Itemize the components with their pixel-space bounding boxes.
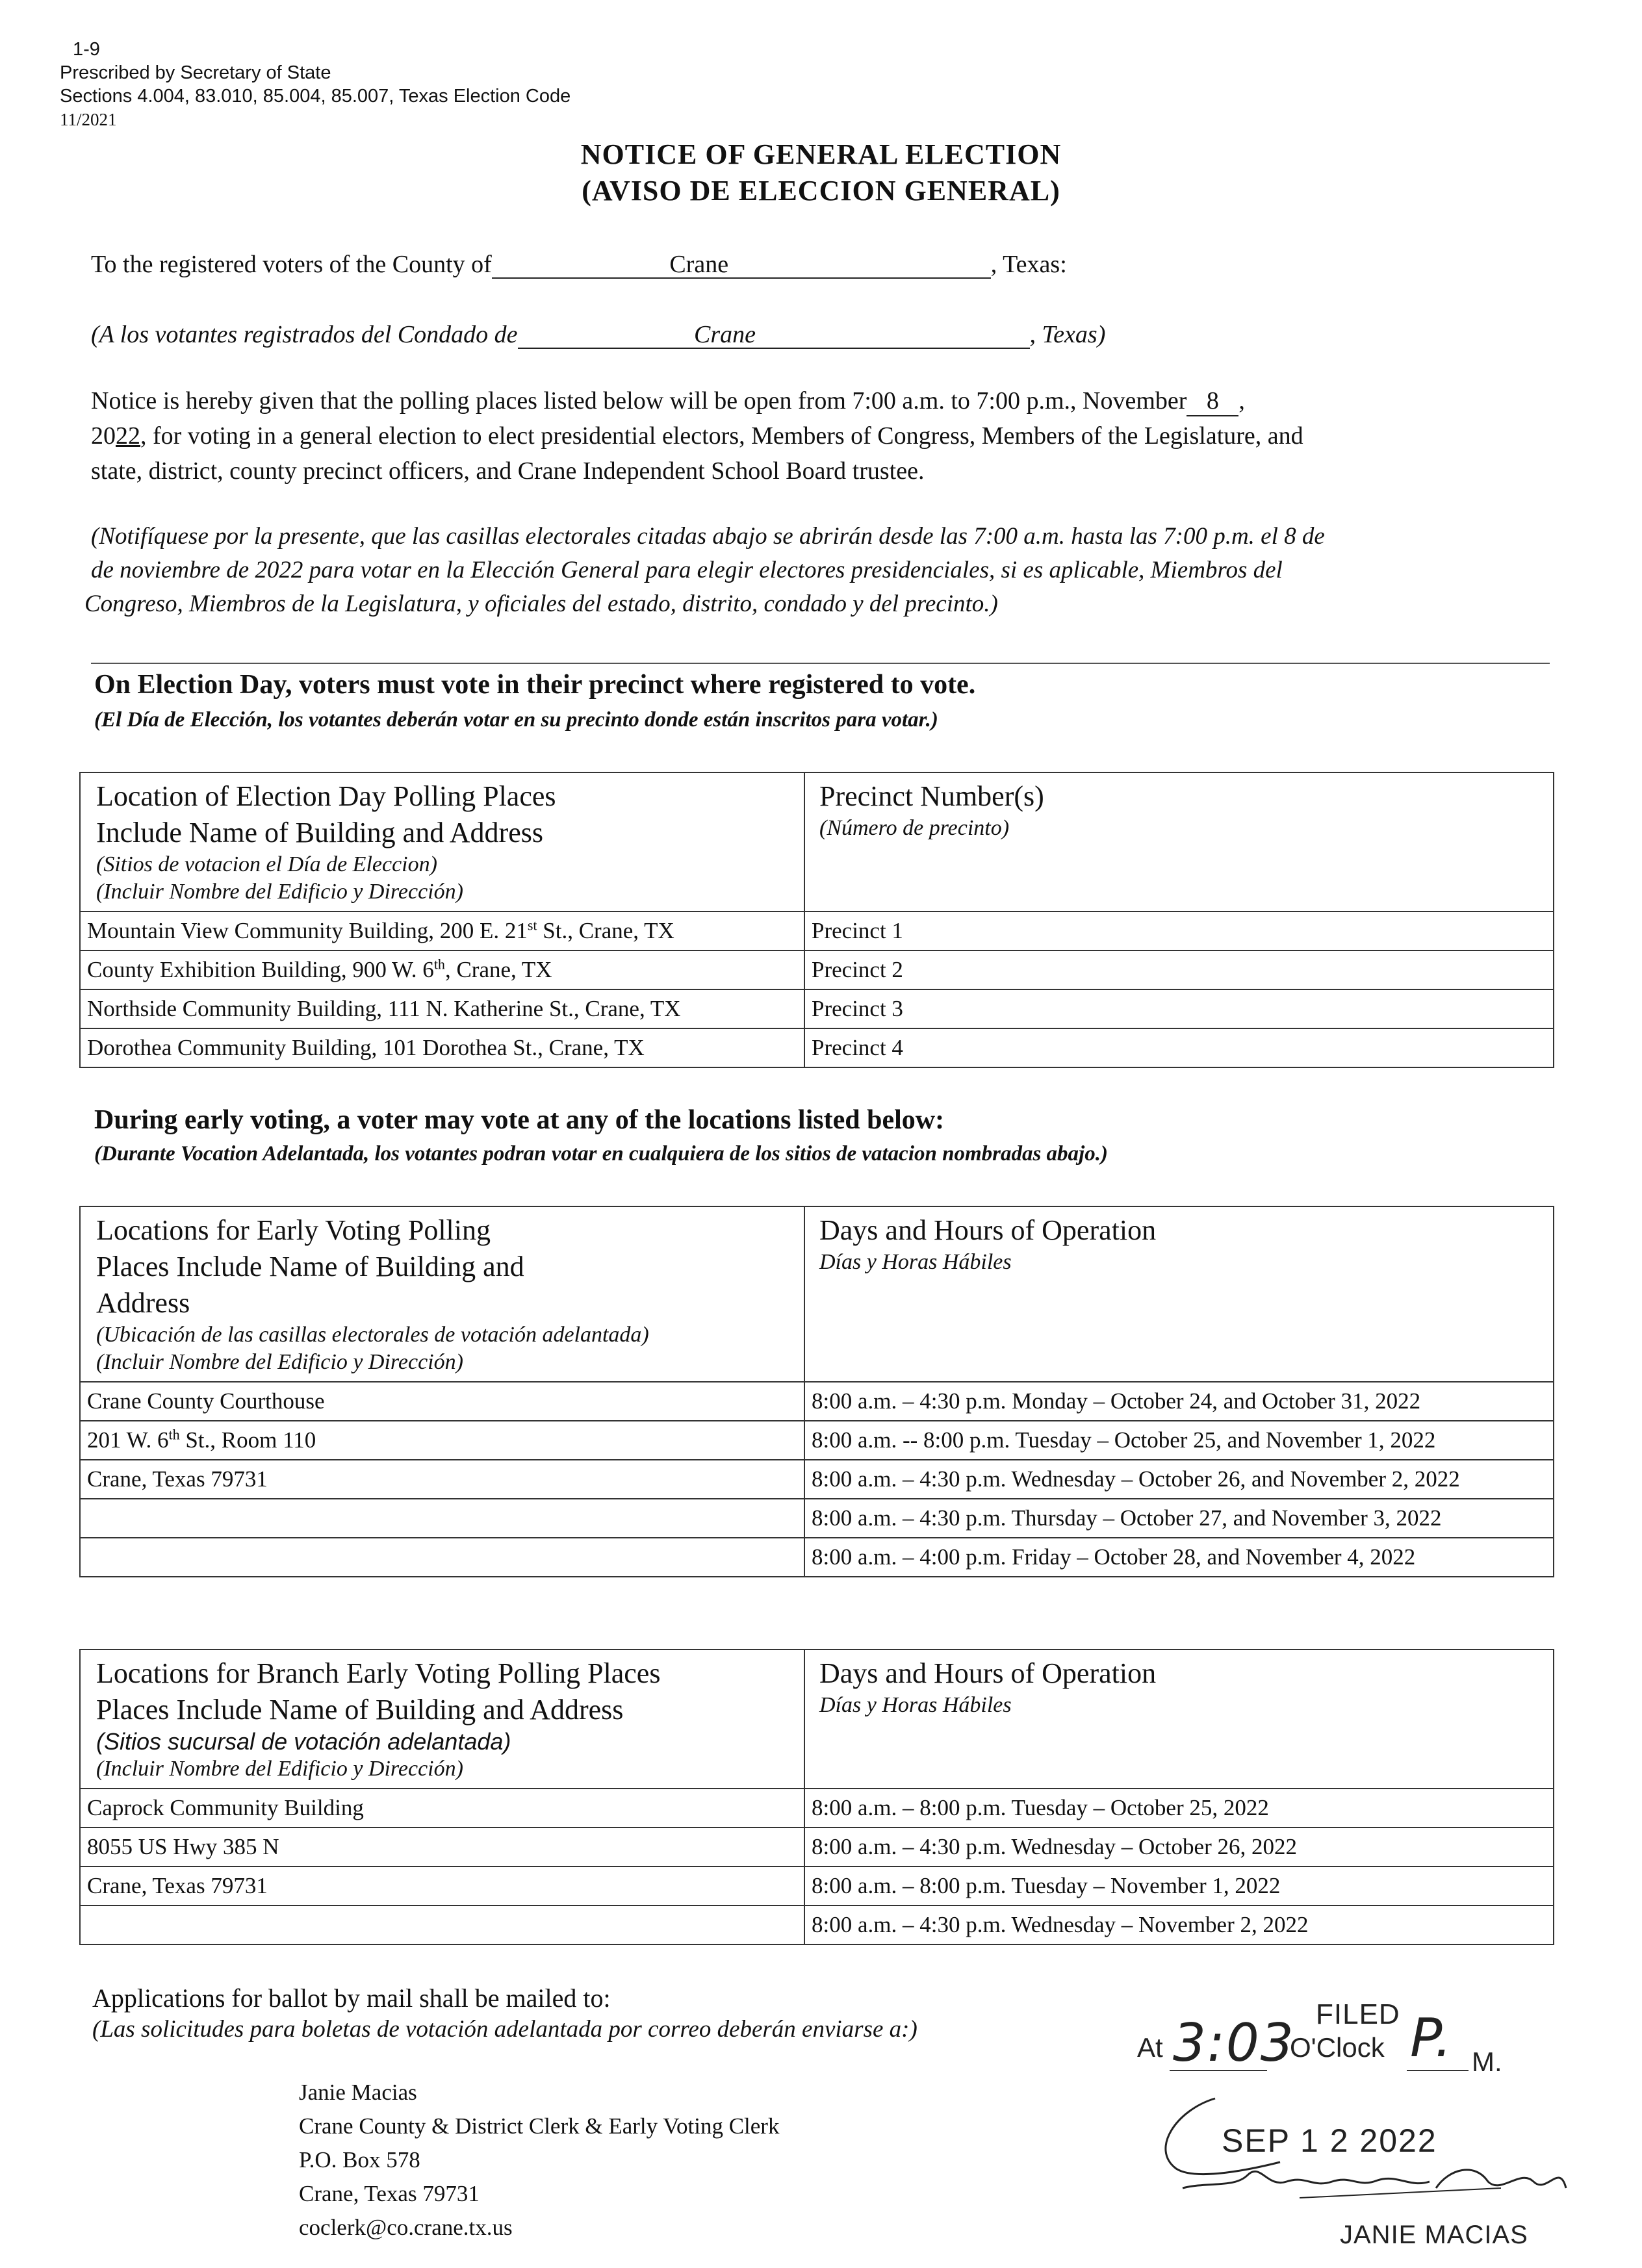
notice-line2: , for voting in a general election to elect presidential electors, Members of Congress, Members of the Legislature, and	[140, 422, 1303, 450]
table-row	[80, 950, 1554, 989]
col-header-line: Include Name of Building and Address	[96, 817, 543, 848]
address-line: Crane, Texas 79731	[299, 2181, 480, 2206]
title-spanish: (AVISO DE ELECCION GENERAL)	[582, 175, 1060, 207]
mail-instructions-spanish: (Las solicitudes para boletas de votación adelantada por correo deberán enviarse a:)	[92, 2016, 917, 2043]
col-header-es-line: (Incluir Nombre del Edificio y Dirección)	[96, 1757, 463, 1781]
stamp-oclock: O'Clock	[1290, 2032, 1385, 2063]
code-sections: Sections 4.004, 83.010, 85.004, 85.007, Texas Election Code	[60, 86, 571, 107]
hours-text: 8:00 a.m. – 8:00 p.m. Tuesday – October 25, 2022	[812, 1795, 1269, 1820]
early-voting-rows	[80, 1382, 1554, 1577]
polling-location-cell	[80, 950, 804, 989]
col-header-es-line: (Ubicación de las casillas electorales de votación adelantada)	[96, 1323, 649, 1347]
stamp-ampm-line	[1407, 2070, 1469, 2071]
col-header-line: Days and Hours of Operation	[819, 1214, 1157, 1246]
form-number: 1-9	[73, 39, 100, 60]
stamp-ampm: P.	[1410, 2007, 1452, 2069]
stamp-at: At	[1137, 2032, 1163, 2063]
table-row	[80, 1538, 1554, 1577]
early-voting-hours-cell	[804, 1538, 1554, 1577]
table-row	[80, 1789, 1554, 1828]
col-header-es-line: (Sitios sucursal de votación adelantada)	[96, 1728, 511, 1755]
county-line-spanish	[91, 320, 1105, 349]
precinct-cell	[804, 989, 1554, 1028]
election-day-heading: On Election Day, voters must vote in their precinct where registered to vote.	[94, 670, 976, 700]
table-row	[80, 1028, 1554, 1067]
county-name-es-field	[518, 322, 1030, 349]
col-header-es-line: Días y Horas Hábiles	[819, 1693, 1012, 1717]
election-day-col1-header	[80, 772, 804, 911]
stamp-filed: FILED	[1316, 1998, 1400, 2030]
early-voting-col1-header	[80, 1206, 804, 1382]
early-voting-location-cell	[80, 1460, 804, 1499]
early-voting-location-cell	[80, 1499, 804, 1538]
stamp-clerk-name: JANIE MACIAS	[1340, 2221, 1528, 2249]
early-voting-hours-cell	[804, 1499, 1554, 1538]
county-name-es: Crane	[694, 321, 756, 348]
polling-location-cell	[80, 989, 804, 1028]
hours-text: 8:00 a.m. – 4:30 p.m. Wednesday – October 26, 2022	[812, 1834, 1297, 1859]
branch-voting-rows	[80, 1789, 1554, 1944]
election-day-col2-header	[804, 772, 1554, 911]
col-header-es-line: (Incluir Nombre del Edificio y Dirección)	[96, 1350, 463, 1374]
location-text: Mountain View Community Building, 200 E. 21	[87, 918, 528, 943]
branch-hours-cell	[804, 1789, 1554, 1828]
col-header-line: Places Include Name of Building and Address	[96, 1694, 624, 1726]
stamp-m: M.	[1472, 2046, 1502, 2077]
hours-text: 8:00 a.m. – 4:30 p.m. Thursday – October 27, and November 3, 2022	[812, 1505, 1442, 1531]
table-row	[80, 1499, 1554, 1538]
branch-location-cell	[80, 1905, 804, 1944]
early-voting-hours-cell	[804, 1421, 1554, 1460]
col-header-line: Address	[96, 1287, 190, 1319]
col-header-line: Location of Election Day Polling Places	[96, 780, 556, 812]
mail-instructions: Applications for ballot by mail shall be mailed to:	[92, 1983, 611, 2013]
location-text: Dorothea Community Building, 101 Dorothea St., Crane, TX	[87, 1035, 645, 1060]
early-voting-table	[79, 1206, 1554, 1577]
precinct-cell	[804, 950, 1554, 989]
ordinal-suffix: th	[168, 1426, 180, 1443]
ordinal-suffix: th	[433, 956, 445, 973]
form-header	[60, 38, 571, 131]
location-text: St., Crane, TX	[537, 918, 674, 943]
early-voting-location-cell	[80, 1421, 804, 1460]
county-line-es-suffix: , Texas)	[1029, 321, 1106, 348]
location-text: Caprock Community Building	[87, 1795, 364, 1820]
email-address: coclerk@co.crane.tx.us	[299, 2215, 513, 2240]
branch-voting-col1-header	[80, 1650, 804, 1789]
election-day-rows	[80, 911, 1554, 1067]
hours-text: 8:00 a.m. – 4:30 p.m. Wednesday – October 26, and November 2, 2022	[812, 1466, 1460, 1492]
precinct-number: Precinct 3	[812, 996, 903, 1021]
county-line-suffix: , Texas:	[990, 251, 1067, 278]
table-row	[80, 1828, 1554, 1867]
county-name-field	[492, 251, 991, 279]
branch-voting-col2-header	[804, 1650, 1554, 1789]
county-line-prefix: To the registered voters of the County of	[91, 251, 492, 278]
mailing-address	[299, 2076, 779, 2245]
title-english: NOTICE OF GENERAL ELECTION	[580, 138, 1062, 170]
table-row	[80, 911, 1554, 950]
filed-stamp	[1137, 1993, 1592, 2266]
location-text: St., Room 110	[179, 1427, 316, 1453]
hours-text: 8:00 a.m. – 8:00 p.m. Tuesday – November 1, 2022	[812, 1873, 1281, 1898]
location-text: Crane County Courthouse	[87, 1388, 325, 1414]
notice-paragraph-spanish	[84, 520, 1553, 621]
signature-icon	[1137, 2091, 1579, 2240]
polling-location-cell	[80, 1028, 804, 1067]
precinct-number: Precinct 4	[812, 1035, 903, 1060]
branch-location-cell	[80, 1828, 804, 1867]
notice-comma: ,	[1238, 387, 1245, 414]
county-name: Crane	[669, 251, 729, 278]
location-text: 8055 US Hwy 385 N	[87, 1834, 279, 1859]
early-voting-heading: During early voting, a voter may vote at any of the locations listed below:	[94, 1105, 945, 1135]
early-voting-hours-cell	[804, 1460, 1554, 1499]
location-text: County Exhibition Building, 900 W. 6	[87, 957, 434, 982]
branch-location-cell	[80, 1789, 804, 1828]
hours-text: 8:00 a.m. – 4:30 p.m. Wednesday – November 2, 2022	[812, 1912, 1309, 1937]
col-header-es-line: Días y Horas Hábiles	[819, 1250, 1012, 1274]
notice-paragraph	[91, 383, 1553, 489]
early-voting-subheading: (Durante Vocation Adelantada, los votantes podran votar en cualquiera de los sitios de vatacion nombradas abajo.)	[94, 1142, 1108, 1166]
branch-hours-cell	[804, 1867, 1554, 1905]
branch-hours-cell	[804, 1828, 1554, 1867]
location-text: Northside Community Building, 111 N. Katherine St., Crane, TX	[87, 996, 681, 1021]
hours-text: 8:00 a.m. -- 8:00 p.m. Tuesday – October 25, and November 1, 2022	[812, 1427, 1436, 1453]
location-text: Crane, Texas 79731	[87, 1873, 268, 1898]
branch-hours-cell	[804, 1905, 1554, 1944]
notice-es-line2: de noviembre de 2022 para votar en la Elección General para elegir electores presidenciales, si es aplicable, Miembros del	[91, 557, 1283, 583]
precinct-cell	[804, 1028, 1554, 1067]
stamp-date: SEP 1 2 2022	[1222, 2122, 1437, 2159]
ordinal-suffix: st	[527, 917, 537, 934]
polling-location-cell	[80, 911, 804, 950]
table-row	[80, 1460, 1554, 1499]
county-line	[91, 250, 1067, 279]
year-digits: 22	[116, 422, 140, 450]
early-voting-col2-header	[804, 1206, 1554, 1382]
county-line-es-prefix: (A los votantes registrados del Condado de	[91, 321, 518, 348]
early-voting-location-cell	[80, 1382, 804, 1421]
notice-es-line1: (Notifíquese por la presente, que las casillas electorales citadas abajo se abrirán desde las 7:00 a.m. hasta las 7:00 p.m. el 8 de	[91, 523, 1325, 550]
page-title	[0, 136, 1642, 209]
notice-line1: Notice is hereby given that the polling places listed below will be open from 7:00 a.m. to 7:00 p.m., November	[91, 387, 1187, 414]
address-line: Crane County & District Clerk & Early Voting Clerk	[299, 2113, 780, 2139]
address-line: P.O. Box 578	[299, 2147, 420, 2172]
location-text: 201 W. 6	[87, 1427, 169, 1453]
address-line: Janie Macias	[299, 2080, 417, 2105]
table-row	[80, 1382, 1554, 1421]
col-header-line: Locations for Branch Early Voting Polling Places	[96, 1657, 661, 1689]
table-row	[80, 1421, 1554, 1460]
election-day-subheading: (El Día de Elección, los votantes deberán votar en su precinto donde están inscritos para votar.)	[94, 708, 938, 732]
early-voting-location-cell	[80, 1538, 804, 1577]
hours-text: 8:00 a.m. – 4:00 p.m. Friday – October 28, and November 4, 2022	[812, 1544, 1416, 1570]
hours-text: 8:00 a.m. – 4:30 p.m. Monday – October 24, and October 31, 2022	[812, 1388, 1421, 1414]
divider	[91, 663, 1550, 664]
table-row	[80, 989, 1554, 1028]
prescribed-by: Prescribed by Secretary of State	[60, 62, 331, 83]
branch-location-cell	[80, 1867, 804, 1905]
branch-voting-table	[79, 1649, 1554, 1945]
precinct-number: Precinct 2	[812, 957, 903, 982]
col-header-line: Precinct Number(s)	[819, 780, 1044, 812]
precinct-cell	[804, 911, 1554, 950]
year-prefix: 20	[91, 422, 116, 450]
table-row	[80, 1867, 1554, 1905]
col-header-line: Locations for Early Voting Polling	[96, 1214, 491, 1246]
precinct-number: Precinct 1	[812, 918, 903, 943]
stamp-time: 3:03	[1173, 2013, 1295, 2073]
early-voting-hours-cell	[804, 1382, 1554, 1421]
notice-es-line3: Congreso, Miembros de la Legislatura, y oficiales del estado, distrito, condado y del precinto.)	[84, 591, 998, 617]
col-header-es-line: (Incluir Nombre del Edificio y Dirección)	[96, 880, 463, 904]
location-text: , Crane, TX	[444, 957, 552, 982]
col-header-es-line: (Sitios de votacion el Día de Eleccion)	[96, 852, 437, 876]
election-day-table	[79, 772, 1554, 1068]
col-header-line: Places Include Name of Building and	[96, 1251, 524, 1282]
table-row	[80, 1905, 1554, 1944]
col-header-line: Days and Hours of Operation	[819, 1657, 1157, 1689]
notice-line3: state, district, county precinct officers, and Crane Independent School Board trustee.	[91, 457, 925, 485]
form-revision: 11/2021	[60, 110, 117, 129]
col-header-es-line: (Número de precinto)	[819, 816, 1010, 840]
stamp-time-line	[1170, 2070, 1267, 2071]
location-text: Crane, Texas 79731	[87, 1466, 268, 1492]
election-day-field: 8	[1187, 387, 1238, 416]
